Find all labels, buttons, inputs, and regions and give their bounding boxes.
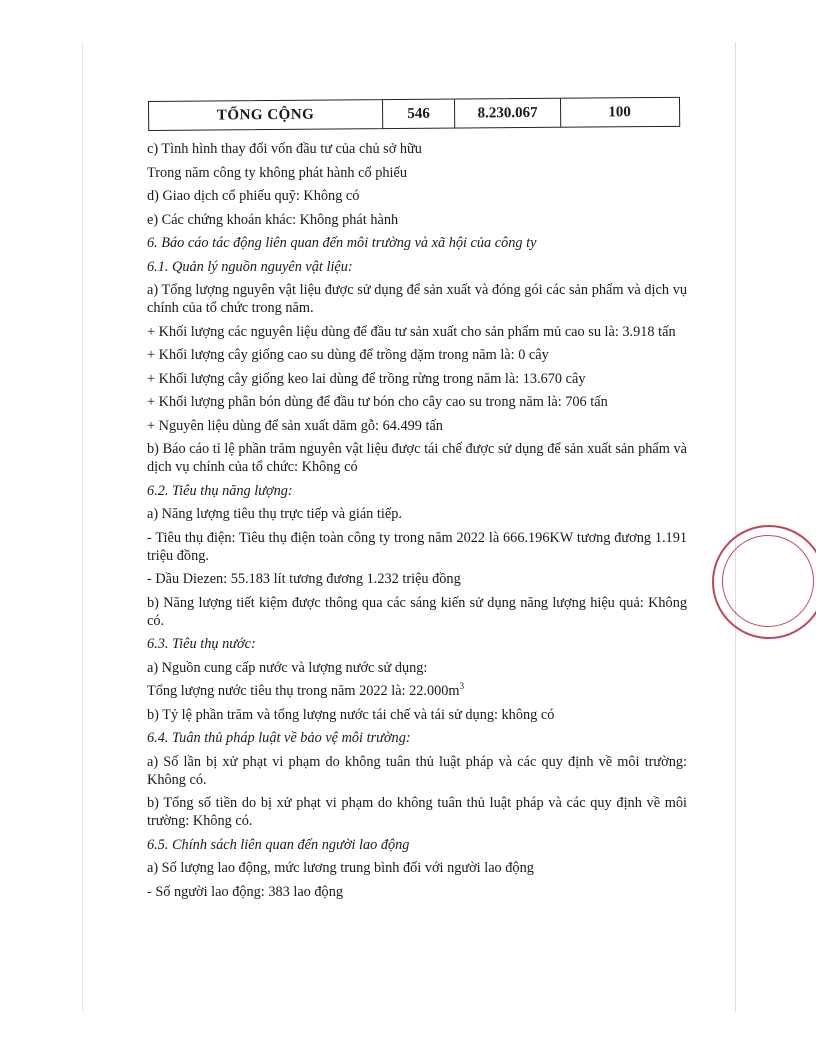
section-6-5-workers: - Số người lao động: 383 lao động [147, 883, 343, 900]
total-col2-cell: 546 [383, 100, 455, 129]
document-body [147, 140, 687, 906]
section-6-1-title: 6.1. Quản lý nguồn nguyên vật liệu: [147, 258, 353, 275]
section-6-1-a: a) Tổng lượng nguyên vật liệu được sử dụng để sản xuất và đóng gói các sản phẩm và dịch vụ chính của tổ chức trong năm. [147, 282, 687, 316]
section-6-3-a: a) Nguồn cung cấp nước và lượng nước sử dụng: [147, 659, 428, 676]
section-c-heading: c) Tình hình thay đổi vốn đầu tư của chủ sở hữu [147, 141, 422, 157]
total-row-table [148, 97, 680, 131]
section-6-5-title: 6.5. Chính sách liên quan đến người lao động [147, 836, 410, 853]
section-6-4-b: b) Tổng số tiền do bị xử phạt vi phạm do không tuân thủ luật pháp và các quy định về môi trường: Không có. [147, 795, 687, 829]
section-6-title: 6. Báo cáo tác động liên quan đến môi trường và xã hội của công ty [147, 235, 537, 251]
section-c-text: Trong năm công ty không phát hành cổ phiếu [147, 164, 407, 181]
red-seal-stamp [712, 525, 816, 639]
section-6-3-b: b) Tỷ lệ phần trăm và tổng lượng nước tái chế và tái sử dụng: không có [147, 706, 555, 723]
section-6-5-a: a) Số lượng lao động, mức lương trung bình đối với người lao động [147, 860, 534, 876]
section-6-3-title: 6.3. Tiêu thụ nước: [147, 636, 256, 652]
section-6-2-title: 6.2. Tiêu thụ năng lượng: [147, 482, 293, 499]
water-unit-superscript: 3 [459, 681, 465, 692]
section-d-text: d) Giao dịch cổ phiếu quỹ: Không có [147, 188, 360, 204]
section-6-1-bullet-2: + Khối lượng cây giống cao su dùng để trồng dặm trong năm là: 0 cây [147, 347, 549, 363]
red-seal-inner-ring [722, 535, 814, 627]
section-6-3-total-water [147, 682, 687, 700]
section-6-1-bullet-1: + Khối lượng các nguyên liệu dùng để đầu tư sản xuất cho sản phẩm mủ cao su là: 3.918 tấn [147, 323, 676, 340]
section-6-1-bullet-5: + Nguyên liệu dùng để sản xuất dăm gỗ: 64.499 tấn [147, 417, 443, 434]
section-e-text: e) Các chứng khoán khác: Không phát hành [147, 211, 399, 228]
water-total-text: Tổng lượng nước tiêu thụ trong năm 2022 là: 22.000m [147, 683, 460, 699]
total-col3-cell: 8.230.067 [455, 99, 561, 128]
section-6-2-diesel: - Dầu Diezen: 55.183 lít tương đương 1.232 triệu đồng [147, 571, 461, 587]
total-label-cell: TỔNG CỘNG [149, 100, 383, 130]
section-6-4-title: 6.4. Tuân thủ pháp luật về bảo vệ môi trường: [147, 730, 411, 746]
section-6-4-a: a) Số lần bị xử phạt vi phạm do không tuân thủ luật pháp và các quy định về môi trường: Không có. [147, 753, 687, 788]
section-6-2-a: a) Năng lượng tiêu thụ trực tiếp và gián tiếp. [147, 506, 402, 522]
section-6-1-b: b) Báo cáo tỉ lệ phần trăm nguyên vật liệu được tái chế được sử dụng để sản xuất sản phẩm và dịch vụ chính của tổ chức: Không có [147, 441, 687, 475]
section-6-1-bullet-4: + Khối lượng phân bón dùng để đầu tư bón cho cây cao su trong năm là: 706 tấn [147, 394, 608, 410]
section-6-2-electricity: - Tiêu thụ điện: Tiêu thụ điện toàn công ty trong năm 2022 là 666.196KW tương đương 1.191 triệu đồng. [147, 529, 687, 564]
section-6-1-bullet-3: + Khối lượng cây giống keo lai dùng để trồng rừng trong năm là: 13.670 cây [147, 370, 586, 387]
section-6-2-b: b) Năng lượng tiết kiệm được thông qua các sáng kiến sử dụng năng lượng hiệu quả: Không có. [147, 594, 687, 629]
total-col4-cell: 100 [608, 103, 631, 120]
